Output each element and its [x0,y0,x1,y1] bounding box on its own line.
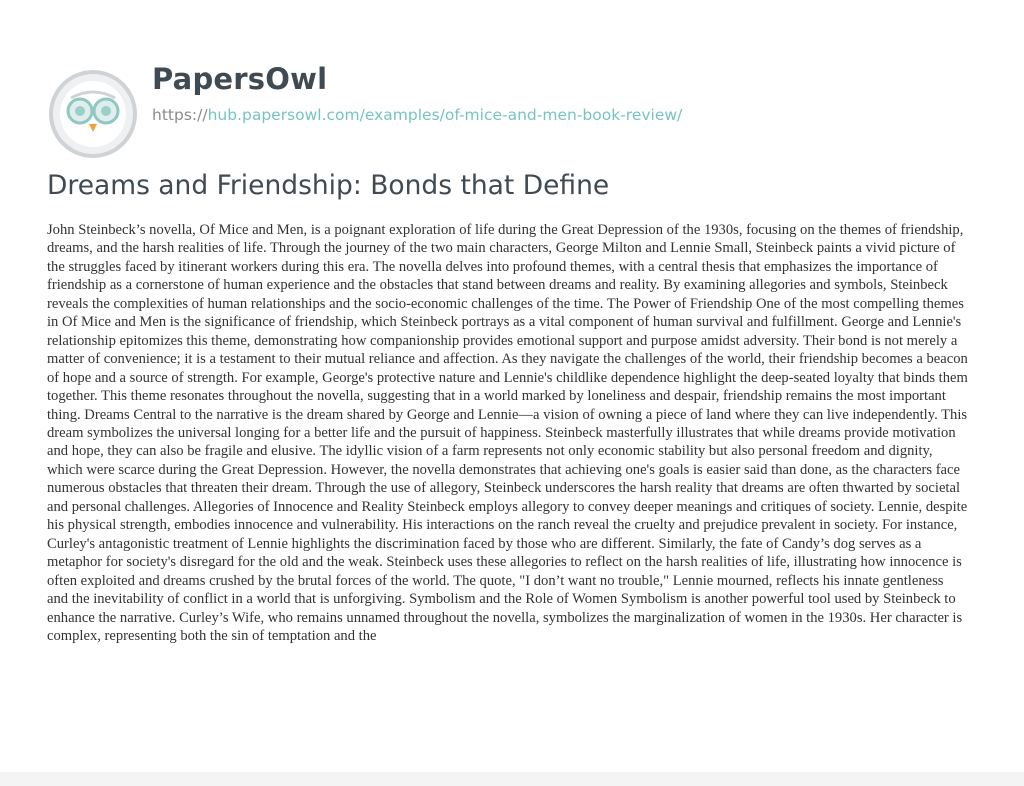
page-footer-strip [0,772,1024,786]
brand-name[interactable]: PapersOwl [152,62,328,96]
document-title: Dreams and Friendship: Bonds that Define [47,170,610,201]
site-header [0,0,1024,160]
url-protocol: https:// [152,106,208,124]
url-path: hub.papersowl.com/examples/of-mice-and-men-book-review/ [207,106,683,124]
document-body: John Steinbeck’s novella, Of Mice and Men, is a poignant exploration of life during the Great Depression of the 1930s, focusing on the themes of friendship, dreams, and the harsh realities of life. Through the journey of the two main characters, George Milton and Lennie Small, Steinbeck paints a vivid picture of the struggles faced by itinerant workers during this era. The novella delves into profound themes, with a central thesis that emphasizes the importance of friendship as a cornerstone of human experience and the obstacles that stand between dreams and reality. By examining allegories and symbols, Steinbeck reveals the complexities of human relationships and the socio-economic challenges of the time. The Power of Friendship One of the most compelling themes in Of Mice and Men is the significance of friendship, which Steinbeck portrays as a vital component of human survival and fulfillment. George and Lennie's relationship epitomizes this theme, demonstrating how companionship provides emotional support and purpose amidst adversity. Their bond is not merely a matter of convenience; it is a testament to their mutual reliance and affection. As they navigate the challenges of the world, their friendship becomes a beacon of hope and a source of strength. For example, George's protective nature and Lennie's childlike dependence highlight the deep-seated loyalty that binds them together. This theme resonates throughout the novella, suggesting that in a world marked by loneliness and despair, friendship remains the most important thing. Dreams Central to the narrative is the dream shared by George and Lennie—a vision of owning a piece of land where they can live independently. This dream symbolizes the universal longing for a better life and the pursuit of happiness. Steinbeck masterfully illustrates that while dreams provide motivation and hope, they can also be fragile and elusive. The idyllic vision of a farm represents not only economic stability but also personal freedom and dignity, which were scarce during the Great Depression. However, the novella demonstrates that achieving one's goals is easier said than done, as the characters face numerous obstacles that threaten their dream. Through the use of allegory, Steinbeck underscores the harsh reality that dreams are often thwarted by societal and personal challenges. Allegories of Innocence and Reality Steinbeck employs allegory to convey deeper meanings and critiques of society. Lennie, despite his physical strength, embodies innocence and vulnerability. His interactions on the ranch reveal the cruelty and prejudice prevalent in society. For instance, Curley's antagonistic treatment of Lennie highlights the discrimination faced by those who are different. Similarly, the fate of Candy’s dog serves as a metaphor for society's disregard for the old and the weak. Steinbeck uses these allegories to reflect on the harsh realities of life, illustrating how innocence is often exploited and dreams crushed by the brutal forces of the world. The quote, "I don’t want no trouble," Lennie mourned, reflects his innate gentleness and the inevitability of conflict in a world that is unforgiving. Symbolism and the Role of Women Symbolism is another powerful tool used by Steinbeck to enhance the narrative. Curley’s Wife, who remains unnamed throughout the novella, symbolizes the marginalization of women in the 1930s. Her character is complex, representing both the sin of temptation and the [47,222,968,644]
source-url[interactable] [152,106,682,124]
owl-logo-icon[interactable] [49,70,137,158]
